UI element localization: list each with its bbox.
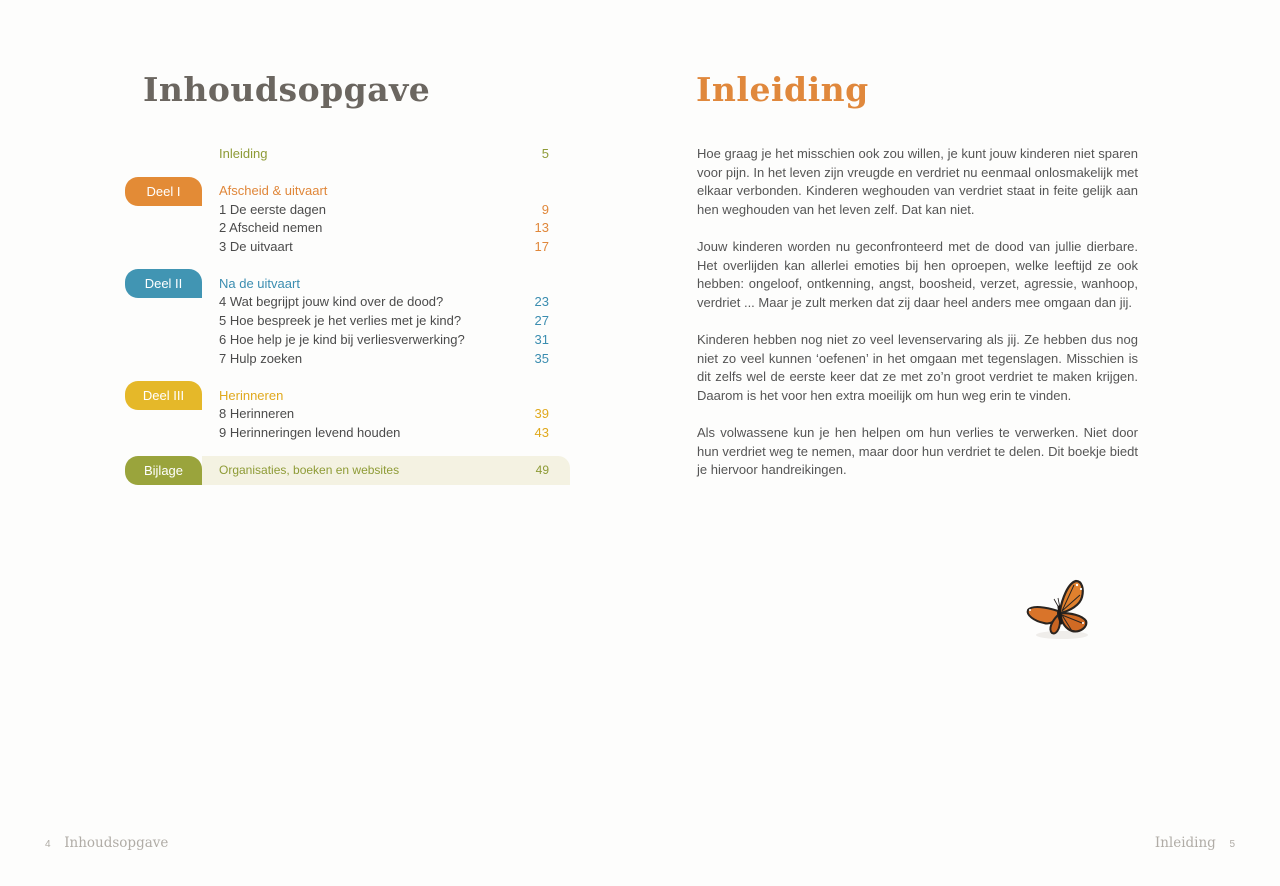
toc-entry[interactable] (219, 405, 549, 423)
part-heading-label: Herinneren (219, 388, 284, 403)
toc-entry-label: 8 Herinneren (219, 406, 295, 421)
toc-entry-label: 3 De uitvaart (219, 239, 293, 254)
part-heading-label: Na de uitvaart (219, 276, 300, 291)
toc-entry-page: 9 (541, 202, 549, 217)
intro-page (640, 0, 1280, 886)
toc-entry[interactable] (219, 201, 549, 219)
part-heading[interactable] (219, 182, 549, 200)
toc-entry[interactable] (219, 312, 549, 330)
page-number: 4 (45, 839, 51, 850)
body-paragraph: Jouw kinderen worden nu geconfronteerd met de dood van jullie dierbare. Het overlijden kan allerlei emoties bij hen oproepen, welke leeftijd ze ook hebben: ongeloof, ontkenning, angst, boosheid, verzet, agressie, wanhoop, verdriet ... Maar je zult merken dat zij daar heel anders mee omgaan dan jij. (697, 239, 1138, 311)
toc-entry[interactable] (219, 238, 549, 256)
toc-entry-page: 43 (534, 425, 549, 440)
left-footer (45, 835, 168, 851)
tab-deel-1: Deel I (125, 177, 202, 206)
body-paragraph: Als volwassene kun je hen helpen om hun verlies te verwerken. Niet door hun verdriet weg te nemen, maar door hun verdriet te delen. Dit boekje biedt je hiervoor handreikingen. (697, 425, 1138, 478)
toc-entry-label: 7 Hulp zoeken (219, 351, 303, 366)
toc-entry-label: 1 De eerste dagen (219, 202, 326, 217)
page-number: 5 (1229, 839, 1235, 850)
toc-entry[interactable] (219, 293, 549, 311)
toc-entry-page: 27 (534, 313, 549, 328)
toc-entry-label: Inleiding (219, 146, 268, 161)
tab-bijlage: Bijlage (125, 456, 202, 485)
toc-entry-page: 17 (534, 239, 549, 254)
body-paragraph: Kinderen hebben nog niet zo veel levenservaring als jij. Ze hebben dus nog niet zo veel kunnen ‘oefenen’ in het omgaan met tegenslagen. Misschien is dit zelfs wel de eerste keer dat ze met zo’n groot verdriet te maken krijgen. Daarom is het voor hen extra moeilijk om hun weg erin te vinden. (697, 332, 1138, 404)
part-heading[interactable] (219, 387, 549, 405)
toc-entry-label: 6 Hoe help je je kind bij verliesverwerking? (219, 332, 465, 347)
toc-entry[interactable] (219, 331, 549, 349)
running-title: Inhoudsopgave (64, 835, 169, 851)
running-title: Inleiding (1154, 835, 1216, 851)
butterfly-icon (1024, 577, 1094, 643)
tab-deel-2: Deel II (125, 269, 202, 298)
toc-entry-page: 39 (534, 406, 549, 421)
toc-entry-label: 2 Afscheid nemen (219, 220, 323, 235)
toc-entry-intro[interactable] (219, 145, 549, 163)
toc-entry-label: 5 Hoe bespreek je het verlies met je kind? (219, 313, 462, 328)
toc-entry-label: 4 Wat begrijpt jouw kind over de dood? (219, 294, 444, 309)
toc-entry-label: 9 Herinneringen levend houden (219, 425, 401, 440)
toc-entry-page: 31 (534, 332, 549, 347)
toc-entry-label: Organisaties, boeken en websites (219, 463, 400, 477)
body-paragraph: Hoe graag je het misschien ook zou willen, je kunt jouw kinderen niet sparen voor pijn. In het leven zijn vreugde en verdriet nu eenmaal onlosmakelijk met elkaar verbonden. Kinderen weghouden van verdriet staat in feite gelijk aan hen weghouden van het leven zelf. Dat kan niet. (697, 146, 1138, 218)
toc-entry-appendix[interactable] (219, 461, 549, 479)
part-heading[interactable] (219, 275, 549, 293)
tab-deel-3: Deel III (125, 381, 202, 410)
toc-entry[interactable] (219, 350, 549, 368)
toc-entry-page: 23 (534, 294, 549, 309)
toc-entry[interactable] (219, 219, 549, 237)
part-heading-label: Afscheid & uitvaart (219, 183, 328, 198)
toc-entry[interactable] (219, 424, 549, 442)
page-title: Inleiding (696, 70, 869, 109)
toc-entry-page: 5 (541, 146, 549, 161)
toc-entry-page: 35 (534, 351, 549, 366)
right-footer (1155, 835, 1235, 851)
toc-entry-page: 13 (534, 220, 549, 235)
page-title: Inhoudsopgave (143, 70, 431, 109)
toc-entry-page: 49 (535, 463, 549, 477)
